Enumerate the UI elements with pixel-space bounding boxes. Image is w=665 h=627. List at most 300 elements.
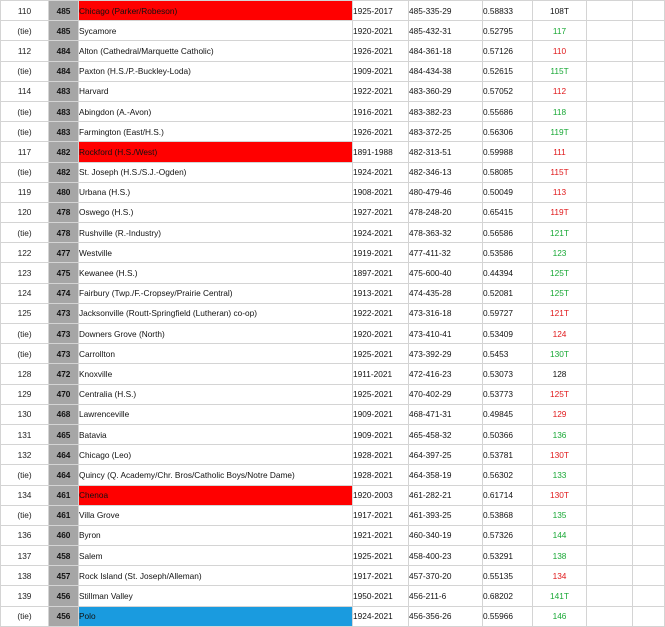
record-cell[interactable]: 458-400-23 xyxy=(409,546,483,566)
school-cell[interactable]: Salem xyxy=(79,546,353,566)
table-row xyxy=(1,324,665,344)
record-cell[interactable]: 465-458-32 xyxy=(409,424,483,444)
rank-cell[interactable]: 128 xyxy=(1,364,49,384)
years-cell[interactable]: 1924-2021 xyxy=(353,606,409,626)
empty-cell[interactable] xyxy=(633,465,665,485)
school-cell[interactable]: Paxton (H.S./P.-Buckley-Loda) xyxy=(79,61,353,81)
record-cell[interactable]: 478-363-32 xyxy=(409,223,483,243)
rank-cell[interactable]: 117 xyxy=(1,142,49,162)
record-cell[interactable]: 483-382-23 xyxy=(409,101,483,121)
record-cell[interactable]: 474-435-28 xyxy=(409,283,483,303)
place-cell[interactable]: 115T xyxy=(533,162,587,182)
rank-cell[interactable]: (tie) xyxy=(1,223,49,243)
years-cell[interactable]: 1927-2021 xyxy=(353,202,409,222)
empty-cell[interactable] xyxy=(587,243,633,263)
score-cell[interactable]: 458 xyxy=(49,546,79,566)
rank-cell[interactable]: 129 xyxy=(1,384,49,404)
empty-cell[interactable] xyxy=(633,384,665,404)
rank-cell[interactable]: 114 xyxy=(1,81,49,101)
empty-cell[interactable] xyxy=(587,364,633,384)
school-cell[interactable]: Carrollton xyxy=(79,344,353,364)
place-cell[interactable]: 113 xyxy=(533,182,587,202)
record-cell[interactable]: 468-471-31 xyxy=(409,404,483,424)
pct-cell[interactable]: 0.59727 xyxy=(483,303,533,323)
empty-cell[interactable] xyxy=(587,142,633,162)
years-cell[interactable]: 1916-2021 xyxy=(353,101,409,121)
years-cell[interactable]: 1926-2021 xyxy=(353,122,409,142)
rank-cell[interactable]: 136 xyxy=(1,525,49,545)
school-cell[interactable]: Oswego (H.S.) xyxy=(79,202,353,222)
place-cell[interactable]: 121T xyxy=(533,223,587,243)
place-cell[interactable]: 117 xyxy=(533,21,587,41)
empty-cell[interactable] xyxy=(587,81,633,101)
pct-cell[interactable]: 0.56586 xyxy=(483,223,533,243)
score-cell[interactable]: 472 xyxy=(49,364,79,384)
empty-cell[interactable] xyxy=(633,364,665,384)
score-cell[interactable]: 483 xyxy=(49,81,79,101)
place-cell[interactable]: 118 xyxy=(533,101,587,121)
score-cell[interactable]: 461 xyxy=(49,505,79,525)
empty-cell[interactable] xyxy=(633,21,665,41)
place-cell[interactable]: 125T xyxy=(533,384,587,404)
school-cell[interactable]: Alton (Cathedral/Marquette Catholic) xyxy=(79,41,353,61)
empty-cell[interactable] xyxy=(633,303,665,323)
empty-cell[interactable] xyxy=(633,101,665,121)
years-cell[interactable]: 1909-2021 xyxy=(353,424,409,444)
empty-cell[interactable] xyxy=(587,283,633,303)
empty-cell[interactable] xyxy=(587,324,633,344)
rank-cell[interactable]: (tie) xyxy=(1,61,49,81)
place-cell[interactable]: 129 xyxy=(533,404,587,424)
place-cell[interactable]: 125T xyxy=(533,283,587,303)
school-cell[interactable]: Rockford (H.S./West) xyxy=(79,142,353,162)
school-cell[interactable]: Chicago (Parker/Robeson) xyxy=(79,1,353,21)
years-cell[interactable]: 1926-2021 xyxy=(353,41,409,61)
years-cell[interactable]: 1917-2021 xyxy=(353,566,409,586)
record-cell[interactable]: 464-358-19 xyxy=(409,465,483,485)
empty-cell[interactable] xyxy=(587,1,633,21)
table-row xyxy=(1,162,665,182)
empty-cell[interactable] xyxy=(587,566,633,586)
record-cell[interactable]: 475-600-40 xyxy=(409,263,483,283)
record-cell[interactable]: 457-370-20 xyxy=(409,566,483,586)
years-cell[interactable]: 1922-2021 xyxy=(353,81,409,101)
place-cell[interactable]: 115T xyxy=(533,61,587,81)
empty-cell[interactable] xyxy=(633,223,665,243)
score-cell[interactable]: 485 xyxy=(49,21,79,41)
score-cell[interactable]: 475 xyxy=(49,263,79,283)
school-cell[interactable]: Fairbury (Twp./F.-Cropsey/Prairie Central) xyxy=(79,283,353,303)
rank-cell[interactable]: 119 xyxy=(1,182,49,202)
score-cell[interactable]: 483 xyxy=(49,122,79,142)
pct-cell[interactable]: 0.53409 xyxy=(483,324,533,344)
empty-cell[interactable] xyxy=(633,485,665,505)
empty-cell[interactable] xyxy=(633,243,665,263)
empty-cell[interactable] xyxy=(587,122,633,142)
empty-cell[interactable] xyxy=(587,505,633,525)
table-row xyxy=(1,384,665,404)
school-cell[interactable]: Stillman Valley xyxy=(79,586,353,606)
empty-cell[interactable] xyxy=(587,223,633,243)
empty-cell[interactable] xyxy=(633,525,665,545)
table-row xyxy=(1,41,665,61)
table-row xyxy=(1,485,665,505)
school-cell[interactable]: Lawrenceville xyxy=(79,404,353,424)
score-cell[interactable]: 482 xyxy=(49,162,79,182)
school-cell[interactable]: Sycamore xyxy=(79,21,353,41)
record-cell[interactable]: 456-356-26 xyxy=(409,606,483,626)
rank-cell[interactable]: 122 xyxy=(1,243,49,263)
pct-cell[interactable]: 0.53773 xyxy=(483,384,533,404)
pct-cell[interactable]: 0.50049 xyxy=(483,182,533,202)
rank-cell[interactable]: 131 xyxy=(1,424,49,444)
pct-cell[interactable]: 0.52615 xyxy=(483,61,533,81)
score-cell[interactable]: 460 xyxy=(49,525,79,545)
empty-cell[interactable] xyxy=(633,202,665,222)
rank-cell[interactable]: (tie) xyxy=(1,122,49,142)
rank-cell[interactable]: 112 xyxy=(1,41,49,61)
empty-cell[interactable] xyxy=(587,404,633,424)
empty-cell[interactable] xyxy=(633,283,665,303)
school-cell[interactable]: Villa Grove xyxy=(79,505,353,525)
pct-cell[interactable]: 0.53073 xyxy=(483,364,533,384)
empty-cell[interactable] xyxy=(587,384,633,404)
place-cell[interactable]: 133 xyxy=(533,465,587,485)
school-cell[interactable]: Chenoa xyxy=(79,485,353,505)
empty-cell[interactable] xyxy=(587,586,633,606)
record-cell[interactable]: 483-372-25 xyxy=(409,122,483,142)
school-cell[interactable]: Knoxville xyxy=(79,364,353,384)
table-row xyxy=(1,21,665,41)
empty-cell[interactable] xyxy=(587,465,633,485)
empty-cell[interactable] xyxy=(587,546,633,566)
pct-cell[interactable]: 0.44394 xyxy=(483,263,533,283)
rank-cell[interactable]: 125 xyxy=(1,303,49,323)
pct-cell[interactable]: 0.53586 xyxy=(483,243,533,263)
record-cell[interactable]: 473-316-18 xyxy=(409,303,483,323)
empty-cell[interactable] xyxy=(587,344,633,364)
school-cell[interactable]: Chicago (Leo) xyxy=(79,445,353,465)
rank-cell[interactable]: 132 xyxy=(1,445,49,465)
school-cell[interactable]: Harvard xyxy=(79,81,353,101)
school-cell[interactable]: Abingdon (A.-Avon) xyxy=(79,101,353,121)
record-cell[interactable]: 485-335-29 xyxy=(409,1,483,21)
pct-cell[interactable]: 0.53868 xyxy=(483,505,533,525)
score-cell[interactable]: 470 xyxy=(49,384,79,404)
table-row xyxy=(1,81,665,101)
score-cell[interactable]: 473 xyxy=(49,303,79,323)
place-cell[interactable]: 119T xyxy=(533,202,587,222)
empty-cell[interactable] xyxy=(633,546,665,566)
record-cell[interactable]: 456-211-6 xyxy=(409,586,483,606)
score-cell[interactable]: 456 xyxy=(49,606,79,626)
rank-cell[interactable]: 134 xyxy=(1,485,49,505)
table-row xyxy=(1,283,665,303)
pct-cell[interactable]: 0.58085 xyxy=(483,162,533,182)
table-row xyxy=(1,243,665,263)
place-cell[interactable]: 138 xyxy=(533,546,587,566)
pct-cell[interactable]: 0.59988 xyxy=(483,142,533,162)
score-cell[interactable]: 456 xyxy=(49,586,79,606)
school-cell[interactable]: Jacksonville (Routt-Springfield (Lutheran) co-op) xyxy=(79,303,353,323)
rank-cell[interactable]: (tie) xyxy=(1,606,49,626)
school-cell[interactable]: St. Joseph (H.S./S.J.-Ogden) xyxy=(79,162,353,182)
pct-cell[interactable]: 0.53291 xyxy=(483,546,533,566)
record-cell[interactable]: 480-479-46 xyxy=(409,182,483,202)
empty-cell[interactable] xyxy=(633,404,665,424)
empty-cell[interactable] xyxy=(587,202,633,222)
years-cell[interactable]: 1917-2021 xyxy=(353,505,409,525)
empty-cell[interactable] xyxy=(587,21,633,41)
rank-cell[interactable]: (tie) xyxy=(1,465,49,485)
place-cell[interactable]: 108T xyxy=(533,1,587,21)
pct-cell[interactable]: 0.57126 xyxy=(483,41,533,61)
place-cell[interactable]: 141T xyxy=(533,586,587,606)
years-cell[interactable]: 1922-2021 xyxy=(353,303,409,323)
pct-cell[interactable]: 0.49845 xyxy=(483,404,533,424)
years-cell[interactable]: 1921-2021 xyxy=(353,525,409,545)
pct-cell[interactable]: 0.5453 xyxy=(483,344,533,364)
pct-cell[interactable]: 0.55135 xyxy=(483,566,533,586)
school-cell[interactable]: Rushville (R.-Industry) xyxy=(79,223,353,243)
score-cell[interactable]: 484 xyxy=(49,61,79,81)
place-cell[interactable]: 123 xyxy=(533,243,587,263)
empty-cell[interactable] xyxy=(633,142,665,162)
years-cell[interactable]: 1913-2021 xyxy=(353,283,409,303)
place-cell[interactable]: 130T xyxy=(533,445,587,465)
record-cell[interactable]: 472-416-23 xyxy=(409,364,483,384)
place-cell[interactable]: 112 xyxy=(533,81,587,101)
empty-cell[interactable] xyxy=(587,162,633,182)
empty-cell[interactable] xyxy=(633,505,665,525)
school-cell[interactable]: Downers Grove (North) xyxy=(79,324,353,344)
years-cell[interactable]: 1908-2021 xyxy=(353,182,409,202)
rank-cell[interactable]: 124 xyxy=(1,283,49,303)
record-cell[interactable]: 477-411-32 xyxy=(409,243,483,263)
score-cell[interactable]: 473 xyxy=(49,344,79,364)
score-cell[interactable]: 464 xyxy=(49,445,79,465)
empty-cell[interactable] xyxy=(633,81,665,101)
empty-cell[interactable] xyxy=(587,41,633,61)
place-cell[interactable]: 144 xyxy=(533,525,587,545)
years-cell[interactable]: 1920-2021 xyxy=(353,21,409,41)
empty-cell[interactable] xyxy=(633,606,665,626)
place-cell[interactable]: 134 xyxy=(533,566,587,586)
place-cell[interactable]: 119T xyxy=(533,122,587,142)
place-cell[interactable]: 130T xyxy=(533,344,587,364)
pct-cell[interactable]: 0.55966 xyxy=(483,606,533,626)
rank-cell[interactable]: (tie) xyxy=(1,101,49,121)
years-cell[interactable]: 1925-2021 xyxy=(353,546,409,566)
score-cell[interactable]: 461 xyxy=(49,485,79,505)
years-cell[interactable]: 1925-2017 xyxy=(353,1,409,21)
pct-cell[interactable]: 0.53781 xyxy=(483,445,533,465)
pct-cell[interactable]: 0.56306 xyxy=(483,122,533,142)
empty-cell[interactable] xyxy=(587,263,633,283)
pct-cell[interactable]: 0.57052 xyxy=(483,81,533,101)
table-row xyxy=(1,404,665,424)
years-cell[interactable]: 1920-2003 xyxy=(353,485,409,505)
table-row xyxy=(1,202,665,222)
empty-cell[interactable] xyxy=(587,61,633,81)
empty-cell[interactable] xyxy=(633,445,665,465)
table-row xyxy=(1,182,665,202)
score-cell[interactable]: 464 xyxy=(49,465,79,485)
score-cell[interactable]: 465 xyxy=(49,424,79,444)
pct-cell[interactable]: 0.65415 xyxy=(483,202,533,222)
rank-cell[interactable]: 130 xyxy=(1,404,49,424)
empty-cell[interactable] xyxy=(633,424,665,444)
record-cell[interactable]: 484-434-38 xyxy=(409,61,483,81)
school-cell[interactable]: Westville xyxy=(79,243,353,263)
pct-cell[interactable]: 0.61714 xyxy=(483,485,533,505)
score-cell[interactable]: 468 xyxy=(49,404,79,424)
empty-cell[interactable] xyxy=(633,41,665,61)
empty-cell[interactable] xyxy=(587,485,633,505)
years-cell[interactable]: 1925-2021 xyxy=(353,344,409,364)
record-cell[interactable]: 473-392-29 xyxy=(409,344,483,364)
score-cell[interactable]: 482 xyxy=(49,142,79,162)
pct-cell[interactable]: 0.58833 xyxy=(483,1,533,21)
place-cell[interactable]: 146 xyxy=(533,606,587,626)
pct-cell[interactable]: 0.52795 xyxy=(483,21,533,41)
empty-cell[interactable] xyxy=(633,162,665,182)
school-cell[interactable]: Batavia xyxy=(79,424,353,444)
pct-cell[interactable]: 0.52081 xyxy=(483,283,533,303)
score-cell[interactable]: 478 xyxy=(49,202,79,222)
record-cell[interactable]: 464-397-25 xyxy=(409,445,483,465)
pct-cell[interactable]: 0.68202 xyxy=(483,586,533,606)
score-cell[interactable]: 483 xyxy=(49,101,79,121)
rank-cell[interactable]: 137 xyxy=(1,546,49,566)
school-cell[interactable]: Urbana (H.S.) xyxy=(79,182,353,202)
rank-cell[interactable]: (tie) xyxy=(1,162,49,182)
rank-cell[interactable]: (tie) xyxy=(1,344,49,364)
table-row xyxy=(1,586,665,606)
score-cell[interactable]: 477 xyxy=(49,243,79,263)
empty-cell[interactable] xyxy=(587,424,633,444)
rank-cell[interactable]: 110 xyxy=(1,1,49,21)
place-cell[interactable]: 130T xyxy=(533,485,587,505)
years-cell[interactable]: 1897-2021 xyxy=(353,263,409,283)
pct-cell[interactable]: 0.56302 xyxy=(483,465,533,485)
years-cell[interactable]: 1909-2021 xyxy=(353,61,409,81)
empty-cell[interactable] xyxy=(633,566,665,586)
table-row xyxy=(1,223,665,243)
empty-cell[interactable] xyxy=(633,263,665,283)
years-cell[interactable]: 1911-2021 xyxy=(353,364,409,384)
rank-cell[interactable]: 123 xyxy=(1,263,49,283)
empty-cell[interactable] xyxy=(633,1,665,21)
rank-cell[interactable]: (tie) xyxy=(1,324,49,344)
place-cell[interactable]: 125T xyxy=(533,263,587,283)
empty-cell[interactable] xyxy=(633,61,665,81)
years-cell[interactable]: 1919-2021 xyxy=(353,243,409,263)
empty-cell[interactable] xyxy=(633,182,665,202)
pct-cell[interactable]: 0.50366 xyxy=(483,424,533,444)
record-cell[interactable]: 484-361-18 xyxy=(409,41,483,61)
school-cell[interactable]: Polo xyxy=(79,606,353,626)
years-cell[interactable]: 1950-2021 xyxy=(353,586,409,606)
pct-cell[interactable]: 0.57326 xyxy=(483,525,533,545)
record-cell[interactable]: 460-340-19 xyxy=(409,525,483,545)
years-cell[interactable]: 1928-2021 xyxy=(353,465,409,485)
table-row xyxy=(1,546,665,566)
score-cell[interactable]: 473 xyxy=(49,324,79,344)
score-cell[interactable]: 478 xyxy=(49,223,79,243)
years-cell[interactable]: 1925-2021 xyxy=(353,384,409,404)
place-cell[interactable]: 135 xyxy=(533,505,587,525)
years-cell[interactable]: 1924-2021 xyxy=(353,223,409,243)
score-cell[interactable]: 457 xyxy=(49,566,79,586)
school-cell[interactable]: Centralia (H.S.) xyxy=(79,384,353,404)
years-cell[interactable]: 1924-2021 xyxy=(353,162,409,182)
table-row xyxy=(1,344,665,364)
school-cell[interactable]: Quincy (Q. Academy/Chr. Bros/Catholic Boys/Notre Dame) xyxy=(79,465,353,485)
place-cell[interactable]: 111 xyxy=(533,142,587,162)
record-cell[interactable]: 473-410-41 xyxy=(409,324,483,344)
record-cell[interactable]: 461-393-25 xyxy=(409,505,483,525)
empty-cell[interactable] xyxy=(587,525,633,545)
rank-cell[interactable]: (tie) xyxy=(1,21,49,41)
table-row xyxy=(1,445,665,465)
table-row xyxy=(1,61,665,81)
record-cell[interactable]: 482-313-51 xyxy=(409,142,483,162)
pct-cell[interactable]: 0.55686 xyxy=(483,101,533,121)
empty-cell[interactable] xyxy=(587,303,633,323)
empty-cell[interactable] xyxy=(587,445,633,465)
place-cell[interactable]: 136 xyxy=(533,424,587,444)
years-cell[interactable]: 1909-2021 xyxy=(353,404,409,424)
record-cell[interactable]: 470-402-29 xyxy=(409,384,483,404)
empty-cell[interactable] xyxy=(633,122,665,142)
record-cell[interactable]: 483-360-29 xyxy=(409,81,483,101)
empty-cell[interactable] xyxy=(587,182,633,202)
table-row xyxy=(1,424,665,444)
empty-cell[interactable] xyxy=(587,606,633,626)
school-cell[interactable]: Kewanee (H.S.) xyxy=(79,263,353,283)
score-cell[interactable]: 485 xyxy=(49,1,79,21)
empty-cell[interactable] xyxy=(633,344,665,364)
empty-cell[interactable] xyxy=(587,101,633,121)
rank-cell[interactable]: 139 xyxy=(1,586,49,606)
school-cell[interactable]: Farmington (East/H.S.) xyxy=(79,122,353,142)
score-cell[interactable]: 474 xyxy=(49,283,79,303)
place-cell[interactable]: 128 xyxy=(533,364,587,384)
years-cell[interactable]: 1928-2021 xyxy=(353,445,409,465)
school-cell[interactable]: Rock Island (St. Joseph/Alleman) xyxy=(79,566,353,586)
place-cell[interactable]: 110 xyxy=(533,41,587,61)
record-cell[interactable]: 478-248-20 xyxy=(409,202,483,222)
rank-cell[interactable]: (tie) xyxy=(1,505,49,525)
record-cell[interactable]: 482-346-13 xyxy=(409,162,483,182)
rank-cell[interactable]: 120 xyxy=(1,202,49,222)
years-cell[interactable]: 1891-1988 xyxy=(353,142,409,162)
empty-cell[interactable] xyxy=(633,586,665,606)
rank-cell[interactable]: 138 xyxy=(1,566,49,586)
score-cell[interactable]: 480 xyxy=(49,182,79,202)
place-cell[interactable]: 121T xyxy=(533,303,587,323)
school-cell[interactable]: Byron xyxy=(79,525,353,545)
record-cell[interactable]: 485-432-31 xyxy=(409,21,483,41)
record-cell[interactable]: 461-282-21 xyxy=(409,485,483,505)
table-row xyxy=(1,263,665,283)
table-row xyxy=(1,101,665,121)
empty-cell[interactable] xyxy=(633,324,665,344)
score-cell[interactable]: 484 xyxy=(49,41,79,61)
years-cell[interactable]: 1920-2021 xyxy=(353,324,409,344)
place-cell[interactable]: 124 xyxy=(533,324,587,344)
